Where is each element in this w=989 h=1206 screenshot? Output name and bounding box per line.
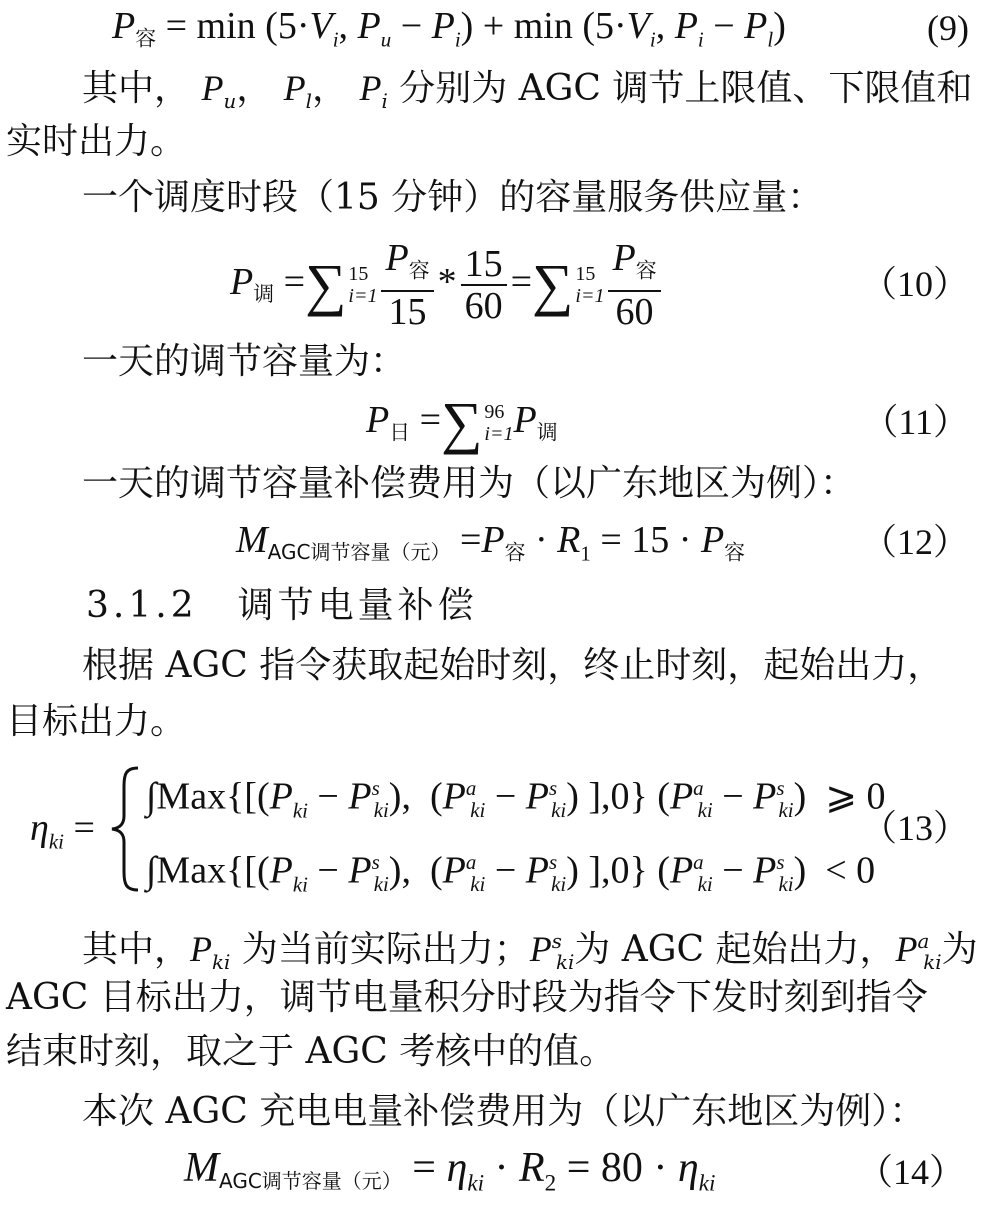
paragraph-1-line-1: 其中， $P_u$， $P_l$， $P_i$ 分别为 AGC 调节上限值、下限值和 <box>82 68 973 114</box>
paragraph-6-line-3: 结束时刻，取之于 AGC 考核中的值。 <box>6 1031 616 1072</box>
paragraph-5-line-1: 根据 AGC 指令获取起始时刻，终止时刻，起始出力， <box>82 645 944 686</box>
equation-9-body: P容 = $\min (5\cdot V_i$, $P_u - P_i) + \min (5\cdot V_i$, $P_i - P_l$) <box>112 5 786 52</box>
paragraph-6-line-2: AGC 目标出力，调节电量积分时段为指令下发时刻到指令 <box>6 977 928 1018</box>
paragraph-1-line-2: 实时出力。 <box>6 121 187 162</box>
equation-10 <box>0 232 989 332</box>
equation-10-body: P调 =∑ 15 i=1 $\frac{\text{P容}}{15}$ * $\frac{15}{60}$ =∑ 15 i=1 $\frac{\text{P容}}{60}$ <box>230 238 665 332</box>
equation-11-body: P日 =∑ 96 i=1P调 <box>366 390 558 455</box>
equation-13-number: （13） <box>860 808 969 848</box>
equation-14-body: MAGC调节容量（元） = $\eta_{ki} \cdot R_2 = 80 \cdot \eta_{ki}$ <box>184 1145 716 1196</box>
equation-12 <box>0 516 989 576</box>
equation-12-number: （12） <box>860 522 969 562</box>
equation-9-number: (9) <box>927 8 969 48</box>
paragraph-6-line-1: 其中，$P_{ki}$ 为当前实际出力；$P^s_{ki}$为 AGC 起始出力，$P^a_{ki}$为 <box>82 929 978 975</box>
equation-10-number: （10） <box>860 264 969 304</box>
paragraph-4: 一天的调节容量补偿费用为（以广东地区为例）： <box>82 463 857 504</box>
paragraph-3: 一天的调节容量为： <box>82 341 407 382</box>
left-brace-icon <box>108 764 142 894</box>
equation-14-number: （14） <box>856 1152 965 1192</box>
equation-9 <box>0 2 989 62</box>
equation-13-row-2: $\int Max\{[(P_{ki} - P^s_{ki})$, $(P^a_{ki} - P^s_{ki})$ ],0} $(P^a_{ki} - P^s_{ki}) < 0$ <box>146 849 876 897</box>
paragraph-7: 本次 AGC 充电电量补偿费用为（以广东地区为例）： <box>82 1091 926 1132</box>
paragraph-2: 一个调度时段（15 分钟）的容量服务供应量： <box>82 177 824 218</box>
equation-13 <box>0 760 989 900</box>
equation-14 <box>0 1144 989 1204</box>
equation-13-row-1: $\int Max\{[(P_{ki} - P^s_{ki})$, $(P^a_{ki} - P^s_{ki})$ ],0} $(P^a_{ki} - P^s_{ki})$ ⩾ 0 <box>146 775 886 823</box>
equation-13-lhs: $\eta_{ki}$ = <box>30 807 95 854</box>
equation-12-body: MAGC调节容量（元） =P容 · $R_1 = 15 \cdot P$容 <box>236 519 746 566</box>
paragraph-5-line-2: 目标出力。 <box>6 701 187 742</box>
equation-11 <box>0 390 989 455</box>
section-heading: 3.1.2 调节电量补偿 <box>86 585 478 626</box>
equation-11-number: （11） <box>862 402 969 442</box>
